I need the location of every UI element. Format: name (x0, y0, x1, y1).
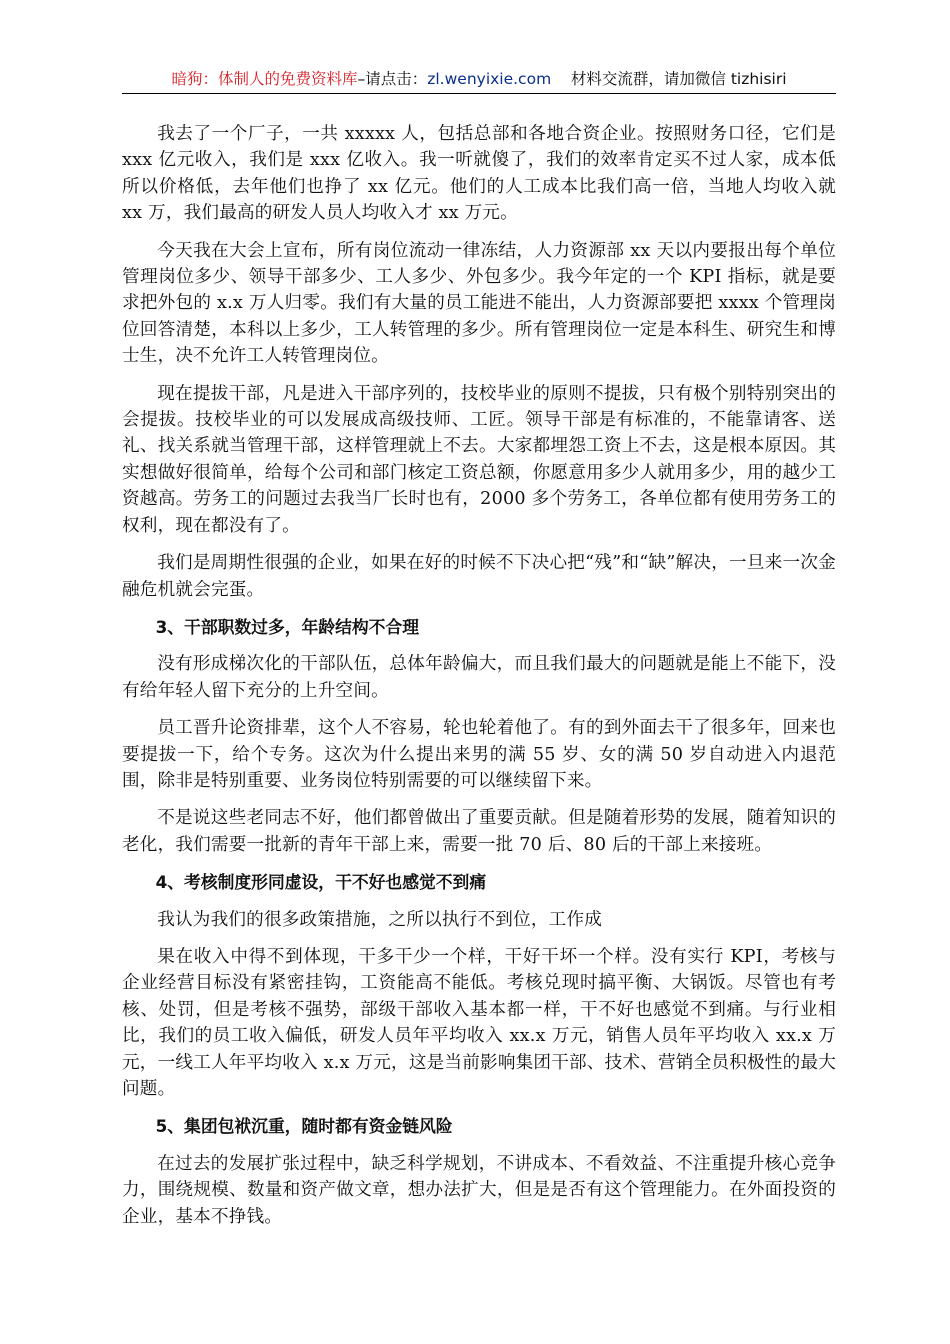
body-paragraph: 没有形成梯次化的干部队伍，总体年龄偏大，而且我们最大的问题就是能上不能下，没有给年轻人留下充分的上升空间。 (122, 654, 836, 701)
body-paragraph: 我认为我们的很多政策措施，之所以执行不到位，工作成 (157, 909, 603, 930)
section-heading-5: 5、集团包袱沉重，随时都有资金链风险 (155, 1116, 453, 1137)
section-heading-3: 3、干部职数过多，年龄结构不合理 (155, 616, 419, 637)
section-heading-4: 4、考核制度形同虚设，干不好也感觉不到痛 (155, 872, 487, 893)
document-body (122, 121, 836, 1241)
body-paragraph: 我去了一个厂子，一共 xxxxx 人，包括总部和各地合资企业。按照财务口径，它们是 xxx 亿元收入，我们是 xxx 亿收入。我一听就傻了，我们的效率肯定买不过人家，成本低所以价格低，去年他们也挣了 xx 亿元。他们的人工成本比我们高一倍，当地人均收入就 xx 万，我们最高的研发人员人均收入才 xx 万元。 (122, 124, 836, 224)
header-click-prefix: –请点击： (357, 70, 428, 88)
page-header (122, 66, 836, 94)
header-url-link[interactable]: zl.wenyixie.com (427, 70, 552, 88)
header-contact: 材料交流群，请加微信 tizhisiri (570, 70, 787, 88)
body-paragraph: 不是说这些老同志不好，他们都曾做出了重要贡献。但是随着形势的发展，随着知识的老化，我们需要一批新的青年干部上来，需要一批 70 后、80 后的干部上来接班。 (122, 808, 836, 855)
header-brand: 暗狗：体制人的免费资料库 (171, 70, 358, 88)
body-paragraph: 果在收入中得不到体现，干多干少一个样，干好干坏一个样。没有实行 KPI，考核与企业经营目标没有紧密挂钩，工资能高不能低。考核兑现时搞平衡、大锅饭。尽管也有考核、处罚，但是考核不强势，部级干部收入基本都一样，干不好也感觉不到痛。与行业相比，我们的员工收入偏低，研发人员年平均收入 xx.x 万元，销售人员年平均收入 xx.x 万元，一线工人年平均收入 x.x 万元，这是当前影响集团干部、技术、营销全员积极性的最大问题。 (122, 946, 836, 1099)
body-paragraph: 现在提拔干部，凡是进入干部序列的，技校毕业的原则不提拔，只有极个别特别突出的会提拔。技校毕业的可以发展成高级技师、工匠。领导干部是有标准的，不能靠请客、送礼、找关系就当管理干部，这样管理就上不去。大家都埋怨工资上不去，这是根本原因。其实想做好很简单，给每个公司和部门核定工资总额，你愿意用多少人就用多少，用的越少工资越高。劳务工的问题过去我当厂长时也有，2000 多个劳务工，各单位都有使用劳务工的权利，现在都没有了。 (122, 383, 836, 536)
body-paragraph: 在过去的发展扩张过程中，缺乏科学规划，不讲成本、不看效益、不注重提升核心竞争力，围绕规模、数量和资产做文章，想办法扩大，但是是否有这个管理能力。在外面投资的企业，基本不挣钱。 (122, 1153, 836, 1227)
body-paragraph: 员工晋升论资排辈，这个人不容易，轮也轮着他了。有的到外面去干了很多年，回来也要提拔一下，给个专务。这次为什么提出来男的满 55 岁、女的满 50 岁自动进入内退范围，除非是特别重要、业务岗位特别需要的可以继续留下来。 (122, 718, 836, 791)
body-paragraph: 我们是周期性很强的企业，如果在好的时候不下决心把“残”和“缺”解决，一旦来一次金融危机就会完蛋。 (122, 553, 836, 600)
body-paragraph: 今天我在大会上宣布，所有岗位流动一律冻结，人力资源部 xx 天以内要报出每个单位管理岗位多少、领导干部多少、工人多少、外包多少。我今年定的一个 KPI 指标，就是要求把外包的 x.x 万人归零。我们有大量的员工能进不能出，人力资源部要把 xxxx 个管理岗位回答清楚，本科以上多少，工人转管理的多少。所有管理岗位一定是本科生、研究生和博士生，决不允许工人转管理岗位。 (122, 240, 836, 367)
